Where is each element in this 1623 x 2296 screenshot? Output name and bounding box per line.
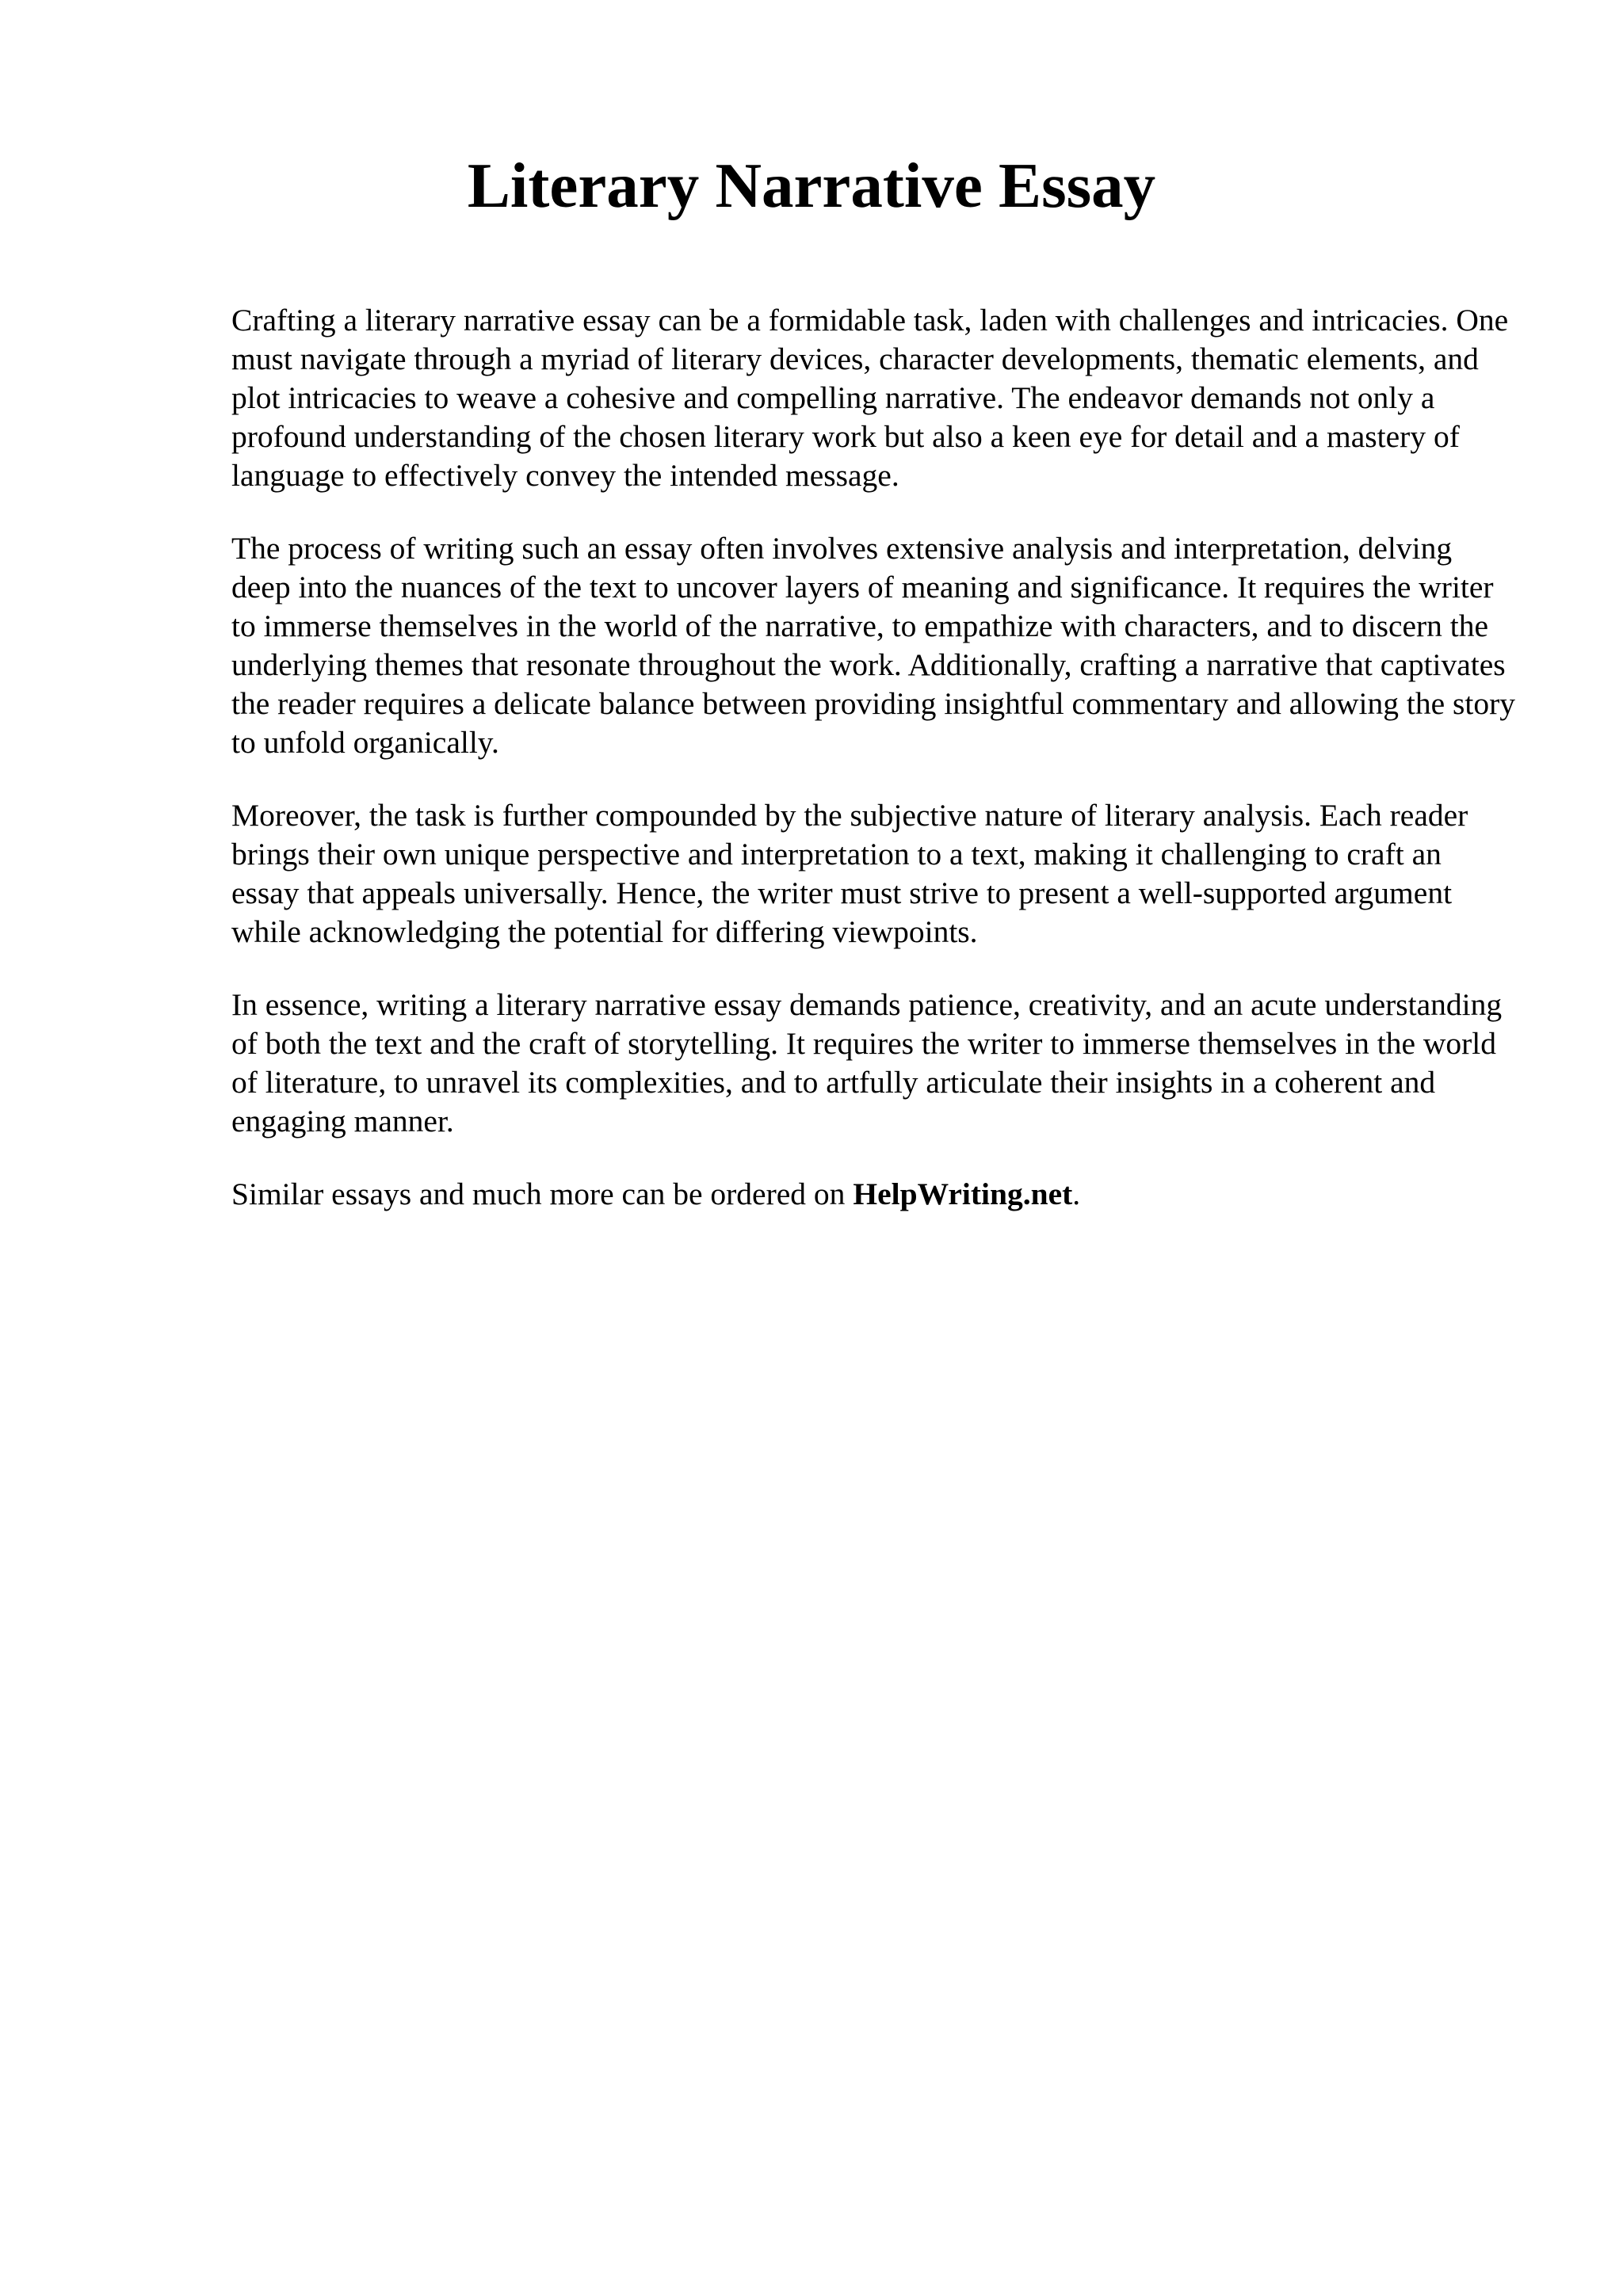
brand-link[interactable]: HelpWriting.net	[853, 1177, 1073, 1211]
promo-line	[231, 1175, 1515, 1214]
paragraph-2: The process of writing such an essay often involves extensive analysis and interpretation, delving deep into the nuances of the text to uncover layers of meaning and significance. It requires the writer to immerse themselves in the world of the narrative, to empathize with characters, and to discern the underlying themes that resonate throughout the work. Additionally, crafting a narrative that captivates the reader requires a delicate balance between providing insightful commentary and allowing the story to unfold organically.	[231, 531, 1516, 760]
promo-text: Similar essays and much more can be ordered on	[231, 1177, 846, 1211]
document-title: Literary Narrative Essay	[467, 150, 1156, 221]
paragraph-4: In essence, writing a literary narrative essay demands patience, creativity, and an acute understanding of both the text and the craft of storytelling. It requires the writer to immerse themselves in the world of literature, to unravel its complexities, and to artfully articulate their insights in a coherent and engaging manner.	[231, 987, 1503, 1138]
promo-suffix: .	[1072, 1177, 1081, 1211]
paragraph-1: Crafting a literary narrative essay can be a formidable task, laden with challenges and intricacies. One must navigate through a myriad of literary devices, character developments, thematic elements, and plot intricacies to weave a cohesive and compelling narrative. The endeavor demands not only a profound understanding of the chosen literary work but also a keen eye for detail and a mastery of language to effectively convey the intended message.	[231, 303, 1509, 493]
paragraph-3: Moreover, the task is further compounded by the subjective nature of literary analysis. Each reader brings their own unique perspective and interpretation to a text, making it challenging to craft an essay that appeals universally. Hence, the writer must strive to present a well-supported argument while acknowledging the potential for differing viewpoints.	[231, 798, 1468, 949]
document-body	[231, 301, 1515, 1214]
